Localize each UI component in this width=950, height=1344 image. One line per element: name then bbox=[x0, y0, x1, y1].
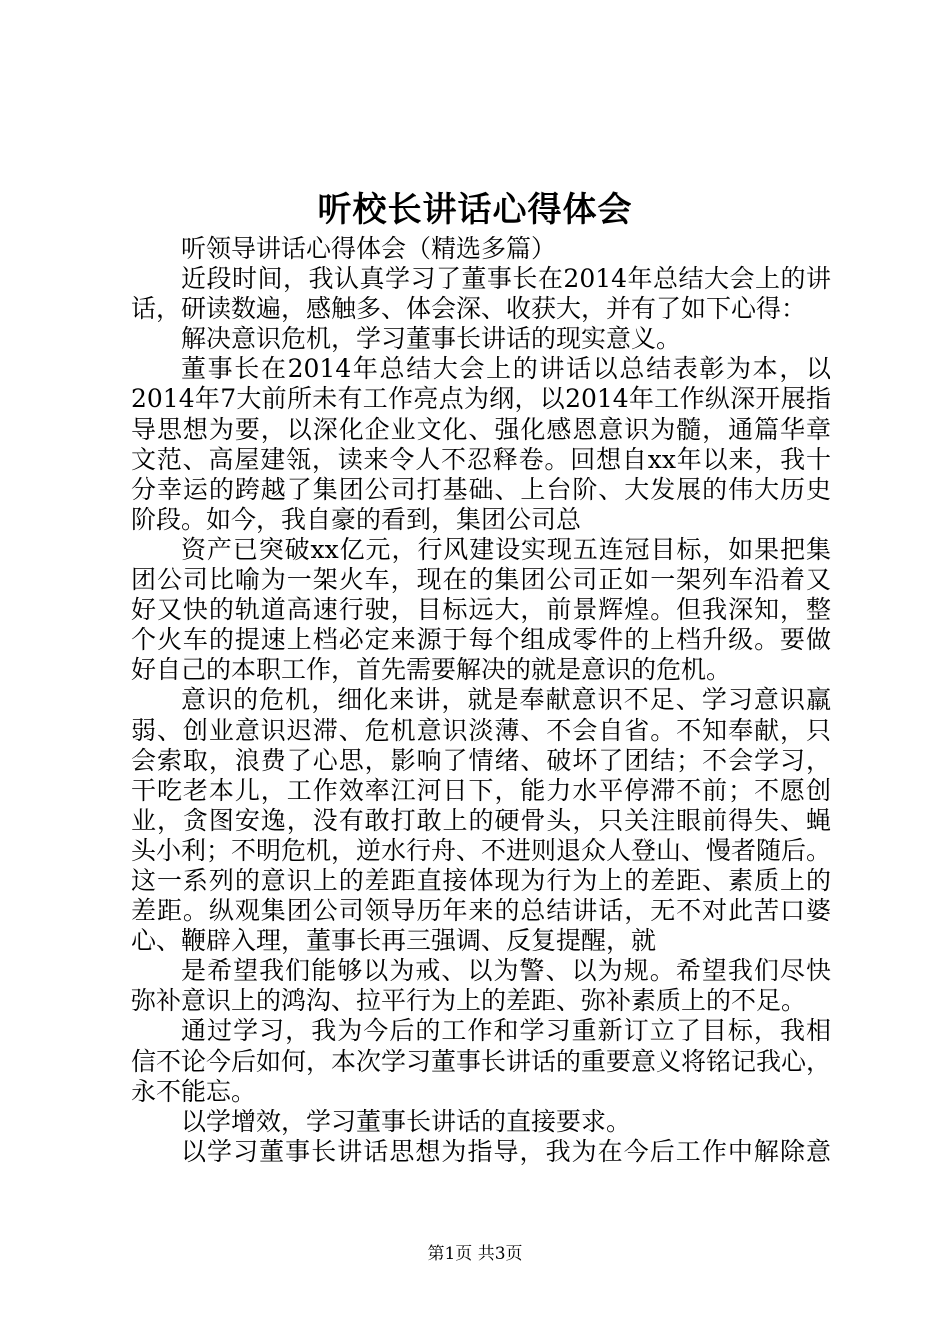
text-line: 导思想为要，以深化企业文化、强化感恩意识为髓，通篇华章 bbox=[131, 414, 831, 444]
text-line: 头小利；不明危机，逆水行舟、不进则退众人登山、慢者随后。 bbox=[131, 835, 831, 865]
text-line: 弱、创业意识迟滞、危机意识淡薄、不会自省。不知奉献，只 bbox=[131, 715, 831, 745]
text-line: 通过学习，我为今后的工作和学习重新订立了目标，我相 bbox=[181, 1016, 831, 1046]
text-line: 董事长在2014年总结大会上的讲话以总结表彰为本，以 bbox=[181, 354, 831, 384]
text-line: 解决意识危机，学习董事长讲话的现实意义。 bbox=[181, 324, 682, 354]
text-line: 这一系列的意识上的差距直接体现为行为上的差距、素质上的 bbox=[131, 865, 831, 895]
document-title: 听校长讲话心得体会 bbox=[317, 190, 633, 230]
text-line: 近段时间，我认真学习了董事长在2014年总结大会上的讲 bbox=[181, 264, 831, 294]
text-line: 弥补意识上的鸿沟、拉平行为上的差距、弥补素质上的不足。 bbox=[131, 986, 807, 1016]
text-line: 资产已突破xx亿元，行风建设实现五连冠目标，如果把集 bbox=[181, 534, 831, 564]
text-line: 听领导讲话心得体会（精选多篇） bbox=[181, 234, 557, 263]
text-line: 以学增效，学习董事长讲话的直接要求。 bbox=[181, 1106, 632, 1136]
text-line: 业，贪图安逸，没有敢打敢上的硬骨头，只关注眼前得失、蝇 bbox=[131, 805, 831, 835]
text-line: 永不能忘。 bbox=[131, 1076, 257, 1106]
text-line: 心、鞭辟入理，董事长再三强调、反复提醒，就 bbox=[131, 926, 657, 956]
text-line: 话，研读数遍，感触多、体会深、收获大，并有了如下心得： bbox=[131, 294, 807, 324]
text-line: 阶段。如今，我自豪的看到，集团公司总 bbox=[131, 504, 582, 534]
text-line: 会索取，浪费了心思，影响了情绪、破坏了团结；不会学习， bbox=[131, 745, 831, 775]
text-line: 差距。纵观集团公司领导历年来的总结讲话，无不对此苦口婆 bbox=[131, 896, 831, 926]
text-line: 分幸运的跨越了集团公司打基础、上台阶、大发展的伟大历史 bbox=[131, 474, 831, 504]
document-body bbox=[131, 234, 831, 1167]
text-line: 是希望我们能够以为戒、以为警、以为规。希望我们尽快 bbox=[181, 956, 831, 986]
text-line: 文范、高屋建瓴，读来令人不忍释卷。回想自xx年以来，我十 bbox=[131, 444, 831, 474]
text-line: 信不论今后如何，本次学习董事长讲话的重要意义将铭记我心， bbox=[131, 1046, 831, 1076]
text-line: 个火车的提速上档必定来源于每个组成零件的上档升级。要做 bbox=[131, 625, 831, 655]
text-line: 2014年7大前所未有工作亮点为纲，以2014年工作纵深开展指 bbox=[131, 384, 831, 414]
text-line: 干吃老本儿，工作效率江河日下，能力水平停滞不前；不愿创 bbox=[131, 775, 831, 805]
text-line: 好又快的轨道高速行驶，目标远大，前景辉煌。但我深知，整 bbox=[131, 595, 831, 625]
text-line: 意识的危机，细化来讲，就是奉献意识不足、学习意识羸 bbox=[181, 685, 831, 715]
text-line: 团公司比喻为一架火车，现在的集团公司正如一架列车沿着又 bbox=[131, 565, 831, 595]
page-footer: 第1页 共3页 bbox=[427, 1244, 523, 1264]
text-line: 以学习董事长讲话思想为指导，我为在今后工作中解除意 bbox=[181, 1136, 831, 1166]
text-line: 好自己的本职工作，首先需要解决的就是意识的危机。 bbox=[131, 655, 732, 685]
